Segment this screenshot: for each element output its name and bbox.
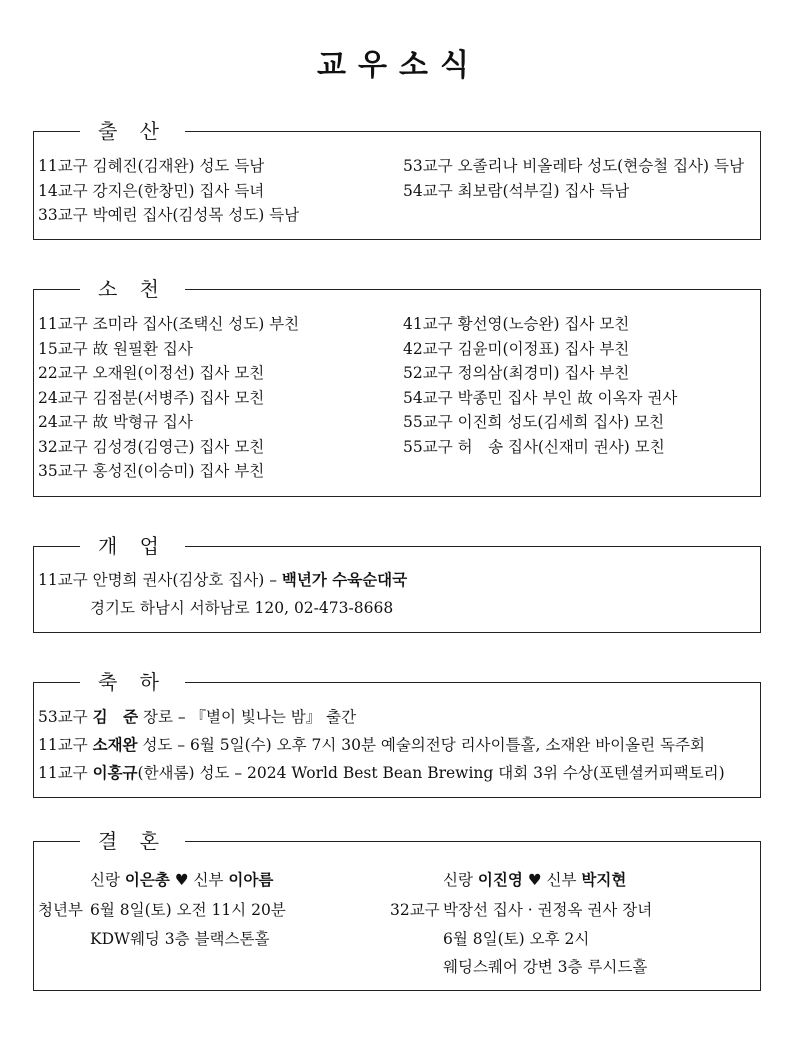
bride-name: 박지현 [581, 870, 627, 889]
wedding-1-couple [90, 868, 273, 892]
list-item: 11교구 조미라 집사(조택신 성도) 부친 [38, 315, 300, 333]
parish: 11교구 [38, 736, 93, 754]
wedding-2-parents: 박장선 집사 · 권정옥 권사 장녀 [443, 901, 653, 919]
list-item: 55교구 이진희 성도(김세희 집사) 모친 [403, 413, 665, 431]
death-list-right [403, 312, 677, 459]
wedding-1-date: 6월 8일(토) 오전 11시 20분 [90, 901, 286, 919]
heart-icon: ♥ [169, 871, 194, 889]
list-item: 55교구 허 송 집사(신재미 권사) 모친 [403, 437, 665, 456]
wedding-2-venue: 웨딩스퀘어 강변 3층 루시드홀 [443, 958, 648, 976]
congrats-text: 성도 – 6월 5일(수) 오후 7시 30분 예술의전당 리사이틀홀, 소재완 바이올린 독주회 [137, 736, 705, 754]
groom-name: 이은총 [124, 870, 170, 889]
list-item: 14교구 강지은(한창민) 집사 득녀 [38, 181, 265, 200]
bride-label: 신부 [546, 871, 582, 889]
business-line-1 [38, 568, 407, 592]
birth-list-left [38, 154, 299, 228]
bride-name: 이아름 [228, 870, 274, 889]
list-item: 22교구 오재원(이정선) 집사 모친 [38, 364, 265, 382]
business-address: 경기도 하남시 서하남로 120, 02-473-8668 [90, 599, 394, 617]
person-name: 소재완 [92, 735, 138, 754]
wedding-1-venue: KDW웨딩 3층 블랙스톤홀 [90, 930, 270, 948]
list-item: 24교구 故 박형규 집사 [38, 413, 193, 431]
heart-icon: ♥ [522, 871, 547, 889]
page-title: 교우소식 [317, 48, 481, 83]
list-item: 35교구 홍성진(이승미) 집사 부친 [38, 462, 265, 480]
list-item: 15교구 故 원필환 집사 [38, 339, 193, 358]
business-name: 백년가 수육순대국 [281, 570, 408, 589]
list-item: 54교구 최보람(석부길) 집사 득남 [403, 181, 630, 200]
person-name: 김 준 [92, 707, 139, 726]
congrats-line-1 [38, 705, 356, 729]
list-item: 33교구 박예린 집사(김성목 성도) 득남 [38, 206, 300, 224]
congrats-line-3 [38, 761, 725, 785]
business-heading: 개 업 [80, 531, 185, 561]
congrats-text: 장로 – 『별이 빛나는 밤』 출간 [138, 708, 357, 726]
parish: 53교구 [38, 708, 93, 726]
business-owner: 11교구 안명희 권사(김상호 집사) – [38, 571, 282, 589]
congrats-heading: 축 하 [80, 667, 185, 697]
list-item: 54교구 박종민 집사 부인 故 이옥자 권사 [403, 388, 678, 407]
groom-name: 이진영 [477, 870, 523, 889]
death-heading: 소 천 [80, 274, 185, 304]
birth-list-right [403, 154, 744, 203]
parish: 11교구 [38, 764, 93, 782]
person-name: 이홍규 [92, 763, 138, 782]
groom-label: 신랑 [90, 871, 125, 889]
list-item: 41교구 황선영(노승완) 집사 모친 [403, 315, 630, 333]
list-item: 32교구 김성경(김영근) 집사 모친 [38, 437, 265, 456]
groom-label: 신랑 [443, 871, 478, 889]
list-item: 42교구 김윤미(이정표) 집사 부친 [403, 339, 630, 358]
wedding-1-parish: 청년부 [38, 901, 83, 919]
bride-label: 신부 [193, 871, 229, 889]
wedding-2-couple [443, 868, 626, 892]
list-item: 24교구 김점분(서병주) 집사 모친 [38, 388, 265, 407]
birth-heading: 출 산 [80, 116, 185, 146]
list-item: 11교구 김혜진(김재완) 성도 득남 [38, 157, 265, 175]
list-item: 53교구 오졸리나 비올레타 성도(현승철 집사) 득남 [403, 157, 744, 175]
wedding-heading: 결 혼 [80, 826, 185, 856]
list-item: 52교구 정의삼(최경미) 집사 부친 [403, 364, 630, 382]
congrats-line-2 [38, 733, 705, 757]
wedding-2-parish: 32교구 [390, 901, 440, 919]
wedding-2-date: 6월 8일(토) 오후 2시 [443, 930, 590, 948]
death-list-left [38, 312, 299, 484]
congrats-text: (한새롬) 성도 – 2024 World Best Bean Brewing 대회 3위 수상(포텐셜커피팩토리) [137, 764, 725, 782]
